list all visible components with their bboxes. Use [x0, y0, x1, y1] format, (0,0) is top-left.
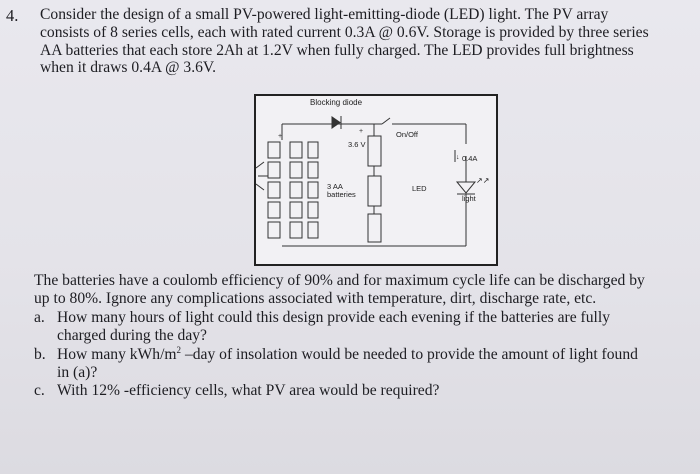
question-text: How many kWh/m — [57, 346, 177, 363]
question-marker: a. — [34, 309, 45, 326]
problem-conditions — [34, 272, 684, 307]
body-line: The batteries have a coulomb efficiency of 90% and for maximum cycle life can be discharged by — [34, 272, 645, 289]
svg-text:+: + — [278, 133, 283, 140]
blocking-diode-label: Blocking diode — [310, 98, 363, 107]
light-rays-icon: ↗↗ — [476, 176, 490, 185]
question-marker: b. — [34, 346, 46, 363]
question-text: –day of insolation would be needed to provide the amount of light found — [181, 346, 638, 363]
light-label: light — [462, 194, 476, 203]
question-line: With 12% -efficiency cells, what PV area would be required? — [57, 382, 440, 399]
led-label: LED — [412, 184, 427, 193]
circuit-diagram — [254, 94, 498, 266]
current-label: 0.4A — [462, 154, 478, 163]
intro-line: when it draws 0.4A @ 3.6V. — [40, 59, 217, 77]
batteries-label-line2: batteries — [327, 190, 356, 199]
circuit-drawing — [256, 96, 496, 264]
voltage-label: 3.6 V — [348, 140, 366, 149]
current-arrow-icon: ↓ — [456, 154, 460, 161]
intro-line: Consider the design of a small PV-powered light-emitting-diode (LED) light. The PV array — [40, 6, 609, 23]
question-line: How many hours of light could this design provide each evening if the batteries are fully — [57, 309, 610, 326]
svg-text:+: + — [359, 128, 364, 135]
superscript: 2 — [176, 344, 182, 355]
intro-line: AA batteries that each store 2Ah at 1.2V when fully charged. The LED provides full brightness — [40, 41, 634, 59]
problem-number: 4. — [6, 6, 19, 25]
question-line: charged during the day? — [57, 326, 207, 344]
question-marker: c. — [34, 382, 45, 399]
question-line — [57, 346, 638, 364]
problem-intro — [40, 6, 690, 77]
intro-line: consists of 8 series cells, each with rated current 0.3A @ 0.6V. Storage is provided by three series — [40, 23, 649, 41]
question-line: in (a)? — [57, 363, 98, 381]
body-line: up to 80%. Ignore any complications associated with temperature, dirt, discharge rate, etc. — [34, 289, 597, 307]
switch-label: On/Off — [396, 130, 418, 139]
batteries-label-line1: 3 AA — [327, 182, 343, 191]
